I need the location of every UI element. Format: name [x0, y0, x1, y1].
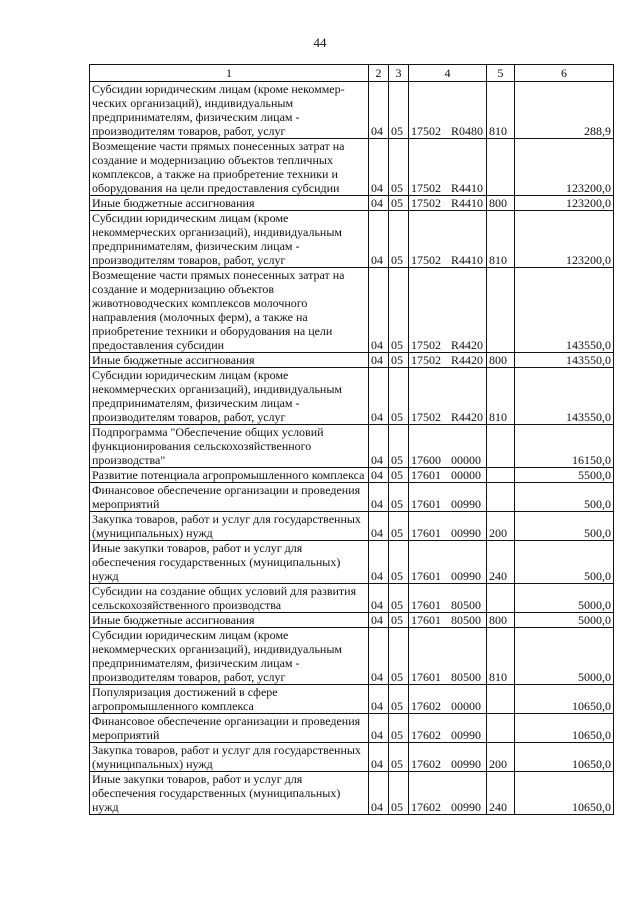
item-name: Возмещение части прямых понесенных затрат на создание и модернизацию объектов тепличных комплексов, а также на приобретение техники и оборудования на цели предоставления субсидии — [90, 139, 369, 196]
subsection-code: 05 — [389, 743, 409, 772]
subsection-code: 05 — [389, 584, 409, 613]
target-article-direction: 00990 — [451, 526, 481, 540]
item-name: Закупка товаров, работ и услуг для государственных (муниципальных) нужд — [90, 743, 369, 772]
table-row — [90, 743, 614, 772]
target-article-direction: 00990 — [451, 497, 481, 511]
subsection-code: 05 — [389, 685, 409, 714]
target-article-program: 17601 — [411, 670, 441, 684]
expense-type-code — [487, 425, 515, 468]
amount: 143550,0 — [515, 268, 614, 353]
amount: 10650,0 — [515, 685, 614, 714]
target-article-code — [409, 512, 487, 541]
table-row — [90, 714, 614, 743]
table-row — [90, 772, 614, 815]
section-code: 04 — [369, 268, 389, 353]
header-col-4: 4 — [409, 65, 487, 82]
header-col-6: 6 — [515, 65, 614, 82]
target-article-direction: R4410 — [451, 181, 484, 195]
section-code: 04 — [369, 483, 389, 512]
amount: 123200,0 — [515, 139, 614, 196]
target-article-program: 17602 — [411, 728, 441, 742]
table-header — [90, 65, 614, 82]
target-article-program: 17601 — [411, 468, 441, 482]
target-article-code — [409, 628, 487, 685]
expense-type-code — [487, 483, 515, 512]
subsection-code: 05 — [389, 425, 409, 468]
header-col-3: 3 — [389, 65, 409, 82]
item-name: Финансовое обеспечение организации и проведения мероприятий — [90, 714, 369, 743]
section-code: 04 — [369, 82, 389, 139]
item-name: Субсидии юридическим лицам (кроме некоммерческих организаций), индивидуальным предпринимателям, физическим лицам - производителям товаров, работ, услуг — [90, 211, 369, 268]
target-article-program: 17502 — [411, 338, 441, 352]
amount: 123200,0 — [515, 211, 614, 268]
target-article-direction: R4420 — [451, 353, 484, 367]
table-row — [90, 425, 614, 468]
target-article-direction: 00990 — [451, 569, 481, 583]
header-row — [90, 65, 614, 82]
amount: 16150,0 — [515, 425, 614, 468]
table-row — [90, 368, 614, 425]
subsection-code: 05 — [389, 268, 409, 353]
item-name: Иные бюджетные ассигнования — [90, 353, 369, 368]
expense-type-code: 800 — [487, 353, 515, 368]
item-name: Субсидии юридическим лицам (кроме некоммер-ческих организаций), индивидуальным предпринимателям, физическим лицам - производителям товаров, работ, услуг — [90, 82, 369, 139]
amount: 123200,0 — [515, 196, 614, 211]
item-name: Развитие потенциала агропромышленного комплекса — [90, 468, 369, 483]
target-article-direction: 00990 — [451, 800, 481, 814]
item-name: Возмещение части прямых понесенных затрат на создание и модернизацию объектов животноводческих комплексов молочного направления (молочных ферм), а также на приобретение техники и оборудования на цели предоставления субсидии — [90, 268, 369, 353]
section-code: 04 — [369, 139, 389, 196]
target-article-direction: R4420 — [451, 410, 484, 424]
table-row — [90, 139, 614, 196]
amount: 10650,0 — [515, 743, 614, 772]
subsection-code: 05 — [389, 468, 409, 483]
subsection-code: 05 — [389, 714, 409, 743]
item-name: Финансовое обеспечение организации и проведения мероприятий — [90, 483, 369, 512]
table-row — [90, 268, 614, 353]
page-number: 44 — [313, 35, 327, 50]
target-article-program: 17502 — [411, 124, 441, 138]
target-article-code — [409, 613, 487, 628]
table-row — [90, 353, 614, 368]
target-article-direction: R4410 — [451, 253, 484, 267]
section-code: 04 — [369, 772, 389, 815]
subsection-code: 05 — [389, 82, 409, 139]
section-code: 04 — [369, 628, 389, 685]
target-article-program: 17601 — [411, 569, 441, 583]
expense-type-code: 810 — [487, 628, 515, 685]
target-article-code — [409, 353, 487, 368]
target-article-direction: 80500 — [451, 598, 481, 612]
target-article-program: 17602 — [411, 800, 441, 814]
amount: 5000,0 — [515, 584, 614, 613]
item-name: Иные бюджетные ассигнования — [90, 613, 369, 628]
expense-type-code: 240 — [487, 541, 515, 584]
target-article-code — [409, 139, 487, 196]
section-code: 04 — [369, 584, 389, 613]
expense-type-code: 800 — [487, 613, 515, 628]
expense-type-code — [487, 468, 515, 483]
section-code: 04 — [369, 541, 389, 584]
target-article-direction: 00990 — [451, 728, 481, 742]
expense-type-code: 200 — [487, 512, 515, 541]
target-article-code — [409, 368, 487, 425]
table-row — [90, 584, 614, 613]
expense-type-code — [487, 584, 515, 613]
target-article-program: 17502 — [411, 353, 441, 367]
target-article-code — [409, 685, 487, 714]
subsection-code: 05 — [389, 772, 409, 815]
subsection-code: 05 — [389, 139, 409, 196]
expense-type-code: 810 — [487, 211, 515, 268]
expense-type-code — [487, 685, 515, 714]
section-code: 04 — [369, 425, 389, 468]
target-article-code — [409, 541, 487, 584]
item-name: Иные закупки товаров, работ и услуг для обеспечения государственных (муниципальных) нужд — [90, 772, 369, 815]
subsection-code: 05 — [389, 368, 409, 425]
target-article-direction: R4410 — [451, 196, 484, 210]
amount: 500,0 — [515, 541, 614, 584]
section-code: 04 — [369, 196, 389, 211]
target-article-code — [409, 82, 487, 139]
target-article-code — [409, 425, 487, 468]
target-article-code — [409, 483, 487, 512]
target-article-program: 17601 — [411, 526, 441, 540]
target-article-code — [409, 268, 487, 353]
target-article-direction: R4420 — [451, 338, 484, 352]
target-article-program: 17502 — [411, 196, 441, 210]
section-code: 04 — [369, 613, 389, 628]
subsection-code: 05 — [389, 196, 409, 211]
amount: 5500,0 — [515, 468, 614, 483]
section-code: 04 — [369, 512, 389, 541]
target-article-program: 17601 — [411, 613, 441, 627]
target-article-program: 17602 — [411, 757, 441, 771]
target-article-program: 17502 — [411, 181, 441, 195]
section-code: 04 — [369, 685, 389, 714]
target-article-code — [409, 211, 487, 268]
amount: 288,9 — [515, 82, 614, 139]
table-row — [90, 628, 614, 685]
table-row — [90, 468, 614, 483]
expense-type-code: 800 — [487, 196, 515, 211]
table-row — [90, 82, 614, 139]
amount: 5000,0 — [515, 613, 614, 628]
amount: 500,0 — [515, 483, 614, 512]
item-name: Иные бюджетные ассигнования — [90, 196, 369, 211]
item-name: Иные закупки товаров, работ и услуг для обеспечения государственных (муниципальных) нужд — [90, 541, 369, 584]
amount: 10650,0 — [515, 772, 614, 815]
target-article-direction: 00000 — [451, 699, 481, 713]
header-col-1: 1 — [90, 65, 369, 82]
subsection-code: 05 — [389, 541, 409, 584]
table-row — [90, 483, 614, 512]
subsection-code: 05 — [389, 613, 409, 628]
target-article-program: 17502 — [411, 253, 441, 267]
amount: 5000,0 — [515, 628, 614, 685]
section-code: 04 — [369, 211, 389, 268]
amount: 143550,0 — [515, 368, 614, 425]
table-body — [90, 82, 614, 815]
target-article-direction: 80500 — [451, 670, 481, 684]
target-article-code — [409, 196, 487, 211]
section-code: 04 — [369, 353, 389, 368]
target-article-code — [409, 468, 487, 483]
subsection-code: 05 — [389, 628, 409, 685]
budget-table — [89, 64, 614, 815]
expense-type-code: 200 — [487, 743, 515, 772]
table-row — [90, 196, 614, 211]
target-article-code — [409, 743, 487, 772]
target-article-code — [409, 584, 487, 613]
target-article-direction: 00000 — [451, 468, 481, 482]
section-code: 04 — [369, 468, 389, 483]
target-article-direction: 00990 — [451, 757, 481, 771]
expense-type-code — [487, 268, 515, 353]
item-name: Субсидии на создание общих условий для развития сельскохозяйственного производства — [90, 584, 369, 613]
section-code: 04 — [369, 714, 389, 743]
table-row — [90, 613, 614, 628]
subsection-code: 05 — [389, 211, 409, 268]
item-name: Популяризация достижений в сфере агропромышленного комплекса — [90, 685, 369, 714]
subsection-code: 05 — [389, 353, 409, 368]
amount: 10650,0 — [515, 714, 614, 743]
target-article-code — [409, 714, 487, 743]
amount: 500,0 — [515, 512, 614, 541]
target-article-direction: 80500 — [451, 613, 481, 627]
target-article-program: 17600 — [411, 453, 441, 467]
section-code: 04 — [369, 368, 389, 425]
header-col-2: 2 — [369, 65, 389, 82]
expense-type-code: 240 — [487, 772, 515, 815]
item-name: Субсидии юридическим лицам (кроме некоммерческих организаций), индивидуальным предпринимателям, физическим лицам - производителям товаров, работ, услуг — [90, 368, 369, 425]
table-row — [90, 541, 614, 584]
amount: 143550,0 — [515, 353, 614, 368]
expense-type-code: 810 — [487, 82, 515, 139]
expense-type-code: 810 — [487, 368, 515, 425]
section-code: 04 — [369, 743, 389, 772]
table-row — [90, 685, 614, 714]
expense-type-code — [487, 714, 515, 743]
target-article-direction: R0480 — [451, 124, 484, 138]
target-article-code — [409, 772, 487, 815]
header-col-5: 5 — [487, 65, 515, 82]
target-article-program: 17601 — [411, 598, 441, 612]
target-article-direction: 00000 — [451, 453, 481, 467]
item-name: Закупка товаров, работ и услуг для государственных (муниципальных) нужд — [90, 512, 369, 541]
subsection-code: 05 — [389, 483, 409, 512]
table-row — [90, 512, 614, 541]
target-article-program: 17502 — [411, 410, 441, 424]
target-article-program: 17602 — [411, 699, 441, 713]
expense-type-code — [487, 139, 515, 196]
target-article-program: 17601 — [411, 497, 441, 511]
subsection-code: 05 — [389, 512, 409, 541]
item-name: Подпрограмма "Обеспечение общих условий функционирования сельскохозяйственного производства" — [90, 425, 369, 468]
table-row — [90, 211, 614, 268]
item-name: Субсидии юридическим лицам (кроме некоммерческих организаций), индивидуальным предпринимателям, физическим лицам - производителям товаров, работ, услуг — [90, 628, 369, 685]
